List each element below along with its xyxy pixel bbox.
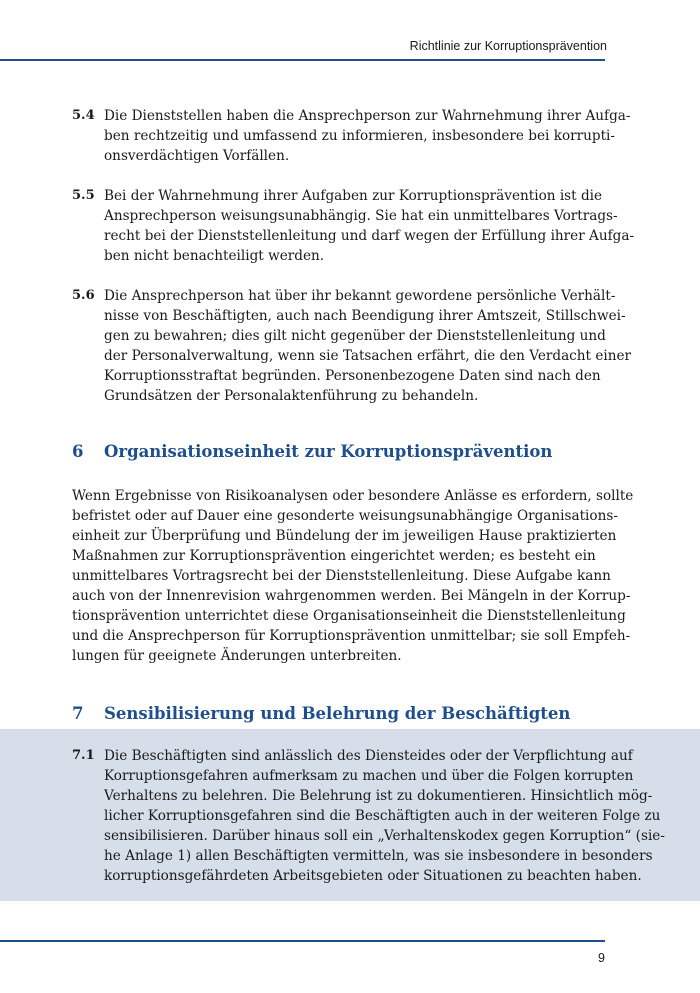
- text-line: einheit zur Überprüfung und Bündelung der im jeweiligen Hause praktizierten: [72, 528, 617, 544]
- clause-number: 5.5: [72, 188, 95, 203]
- section-heading-7: [72, 704, 570, 723]
- section-6-paragraph: [72, 486, 634, 666]
- clause-number: 5.4: [72, 108, 95, 123]
- text-line: Korruptionsgefahren aufmerksam zu machen und über die Folgen korrupten: [104, 768, 634, 784]
- text-line: Bei der Wahrnehmung ihrer Aufgaben zur Korruptionsprävention ist die: [104, 188, 603, 204]
- text-line: licher Korruptionsgefahren sind die Beschäftigten auch in der weiteren Folge zu: [104, 808, 661, 824]
- text-line: Maßnahmen zur Korruptionsprävention eingerichtet werden; es besteht ein: [72, 548, 596, 564]
- text-line: korruptionsgefährdeten Arbeitsgebieten oder Situationen zu beachten haben.: [104, 868, 642, 884]
- footer-rule: [0, 940, 605, 942]
- page-number: 9: [598, 951, 605, 965]
- clause-5-4: [72, 106, 631, 166]
- text-line: Die Ansprechperson hat über ihr bekannt gewordene persönliche Verhält-: [104, 288, 616, 304]
- clause-5-5: [72, 186, 635, 266]
- text-line: nisse von Beschäftigten, auch nach Beendigung ihrer Amtszeit, Stillschwei-: [104, 308, 626, 324]
- text-line: auch von der Innenrevision wahrgenommen werden. Bei Mängeln in der Korrup-: [72, 588, 631, 604]
- text-line: Korruptionsstraftat begründen. Personenbezogene Daten sind nach den: [104, 368, 601, 384]
- text-line: und die Ansprechperson für Korruptionsprävention unmittelbar; sie soll Empfeh-: [72, 628, 631, 644]
- heading-title: Sensibilisierung und Belehrung der Beschäftigten: [104, 704, 571, 723]
- text-line: ben rechtzeitig und umfassend zu informieren, insbesondere bei korrupti-: [104, 128, 615, 144]
- text-line: recht bei der Dienststellenleitung und darf wegen der Erfüllung ihrer Aufga-: [104, 228, 635, 244]
- text-line: Wenn Ergebnisse von Risikoanalysen oder besondere Anlässe es erfordern, sollte: [72, 488, 634, 504]
- text-line: Ansprechperson weisungsunabhängig. Sie hat ein unmittelbares Vortrags-: [104, 208, 618, 224]
- text-line: Grundsätzen der Personalaktenführung zu behandeln.: [104, 388, 479, 404]
- text-line: he Anlage 1) allen Beschäftigten vermitteln, was sie insbesondere in besonders: [104, 848, 653, 864]
- text-line: ben nicht benachteiligt werden.: [104, 248, 325, 264]
- text-line: unmittelbares Vortragsrecht bei der Dienststellenleitung. Diese Aufgabe kann: [72, 568, 611, 584]
- clause-5-6: [72, 286, 632, 406]
- text-line: der Personalverwaltung, wenn sie Tatsachen erfährt, die den Verdacht einer: [104, 348, 632, 364]
- heading-number: 6: [72, 442, 84, 461]
- section-heading-6: [72, 442, 552, 461]
- clause-number: 7.1: [72, 748, 95, 763]
- text-line: befristet oder auf Dauer eine gesonderte weisungsunabhängige Organisations-: [72, 508, 618, 524]
- text-line: gen zu bewahren; dies gilt nicht gegenüber der Dienststellenleitung und: [104, 328, 606, 344]
- text-line: sensibilisieren. Darüber hinaus soll ein „Verhaltenskodex gegen Korruption“ (sie-: [104, 828, 665, 844]
- text-line: Die Beschäftigten sind anlässlich des Diensteides oder der Verpflichtung auf: [104, 748, 633, 764]
- text-line: tionsprävention unterrichtet diese Organisationseinheit die Dienststellenleitung: [72, 608, 626, 624]
- clause-7-1: [72, 746, 665, 886]
- running-header-title: Richtlinie zur Korruptionsprävention: [409, 39, 607, 53]
- text-line: lungen für geeignete Änderungen unterbreiten.: [72, 648, 402, 664]
- text-line: Die Dienststellen haben die Ansprechperson zur Wahrnehmung ihrer Aufga-: [104, 108, 631, 124]
- heading-title: Organisationseinheit zur Korruptionsprävention: [104, 442, 553, 461]
- text-line: Verhaltens zu belehren. Die Belehrung ist zu dokumentieren. Hinsichtlich mög-: [104, 788, 653, 804]
- clause-number: 5.6: [72, 288, 95, 303]
- text-line: onsverdächtigen Vorfällen.: [104, 148, 290, 164]
- header-rule: [0, 59, 605, 61]
- heading-number: 7: [72, 704, 84, 723]
